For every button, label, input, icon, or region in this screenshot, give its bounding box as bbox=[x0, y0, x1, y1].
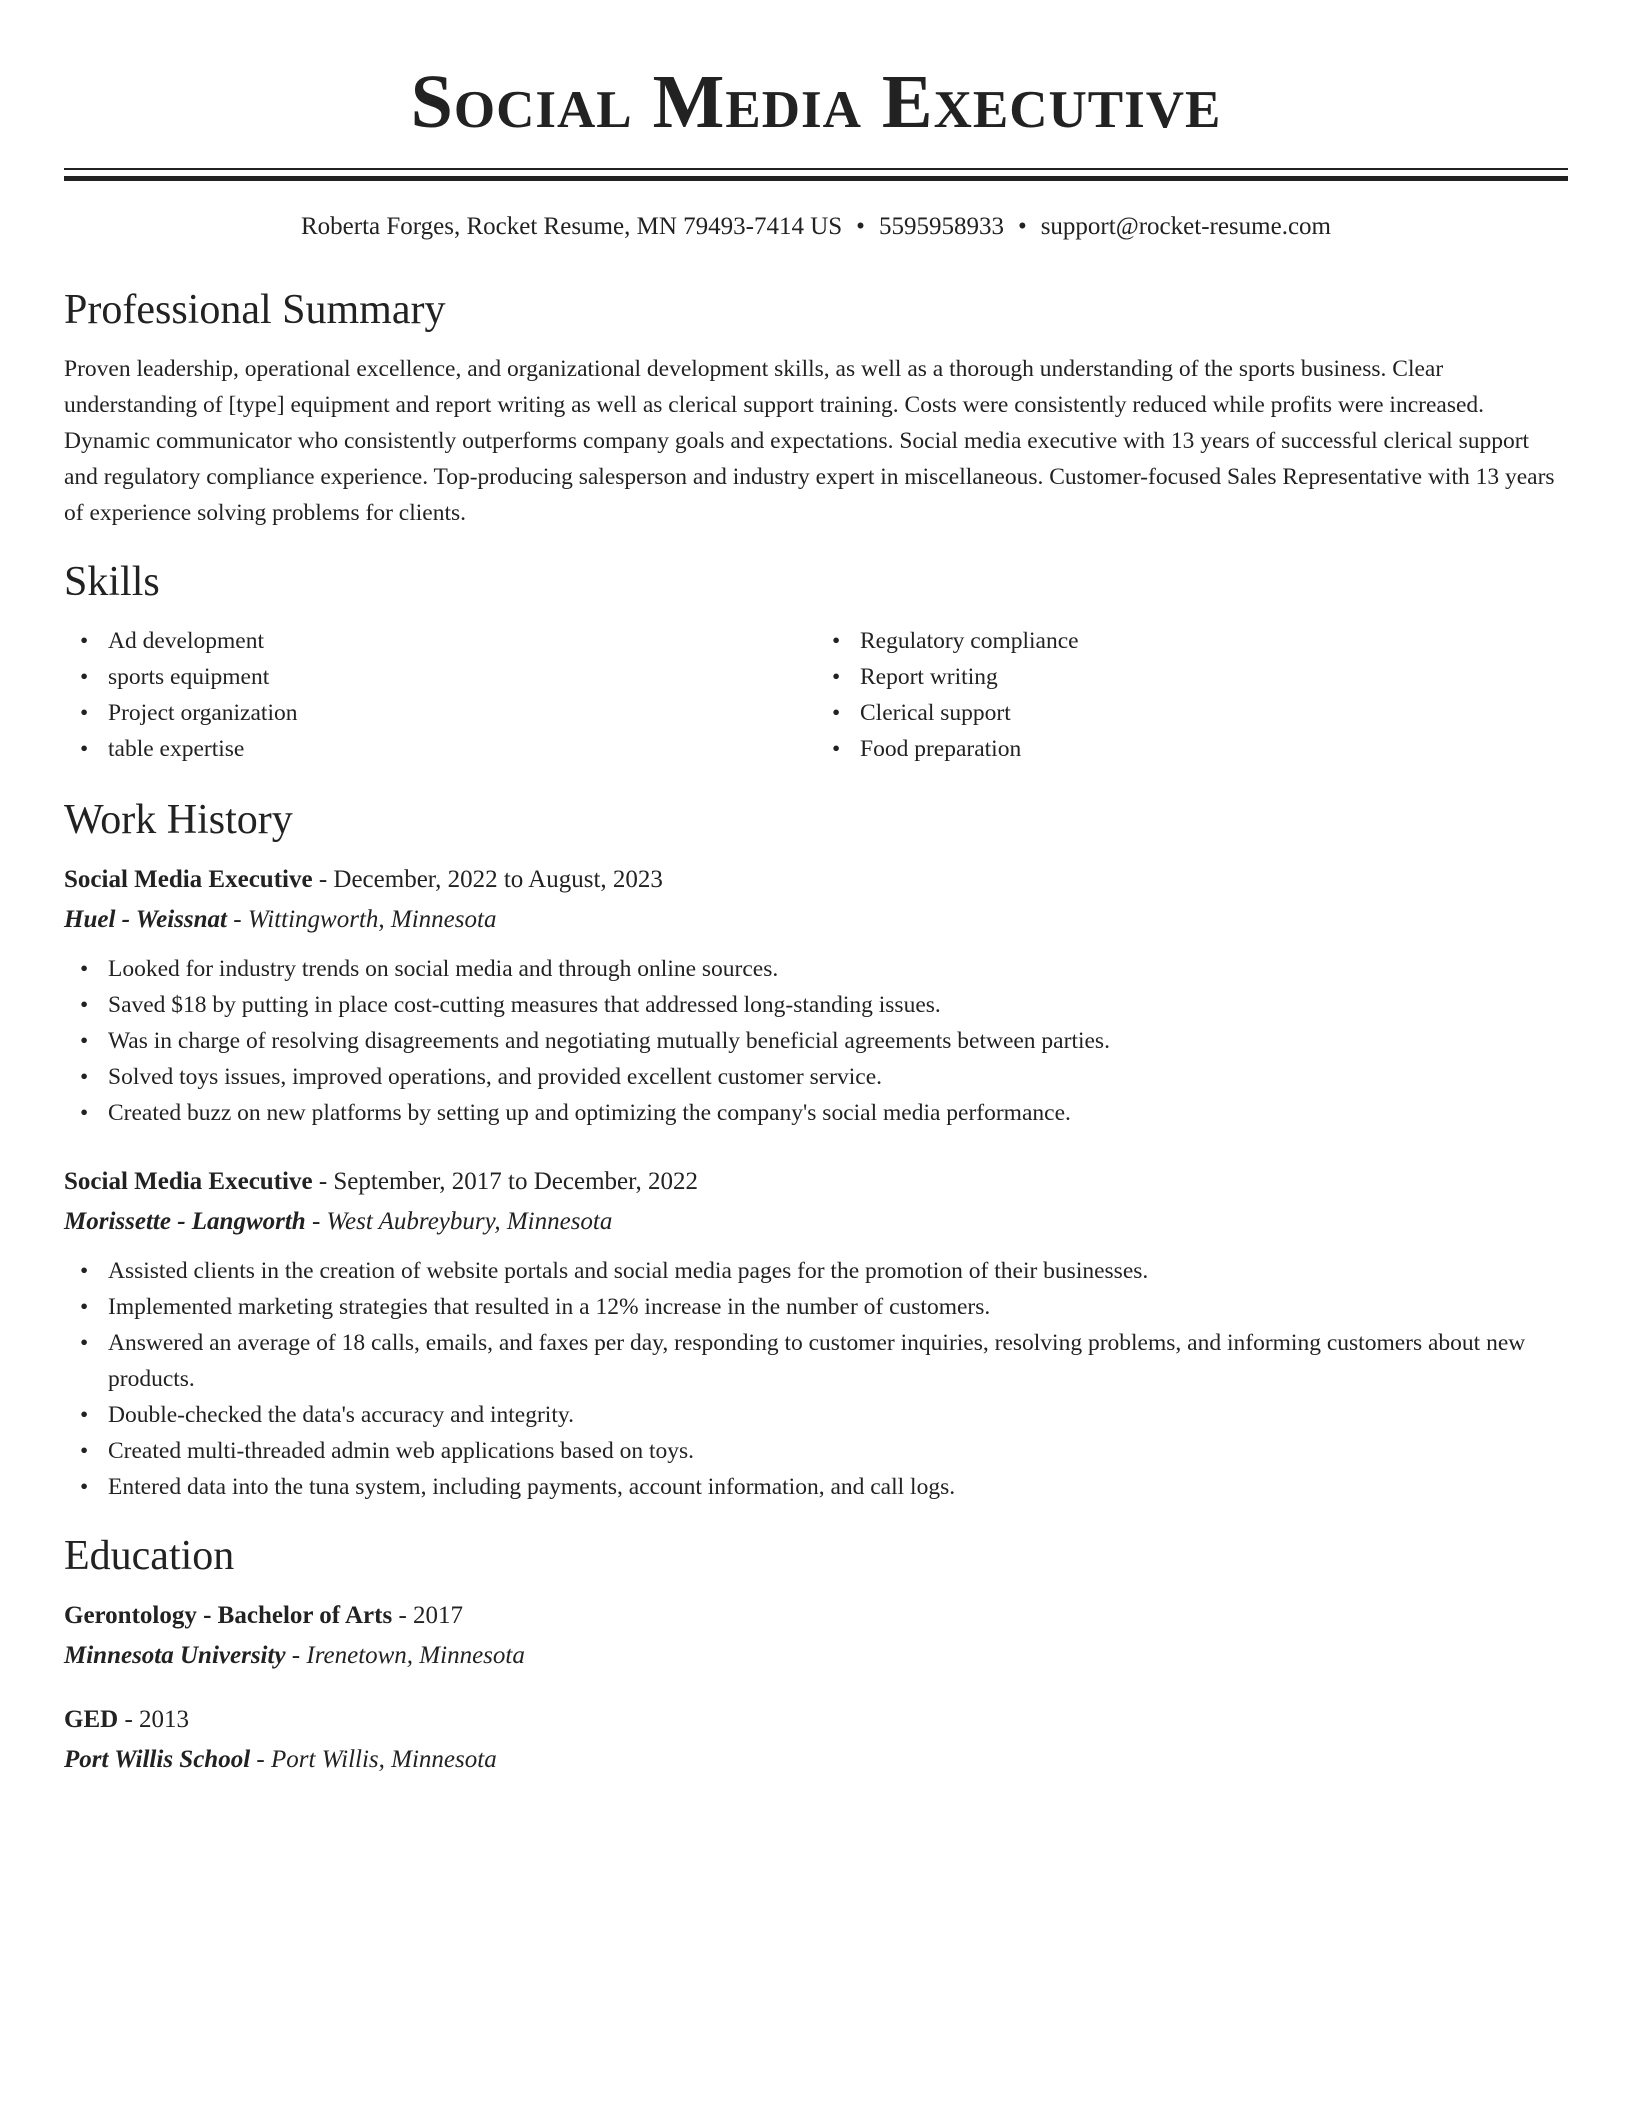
title-divider-thin bbox=[64, 168, 1568, 170]
bullet: • bbox=[832, 628, 841, 654]
education-school: Minnesota University bbox=[64, 1642, 286, 1669]
list-item: • Answered an average of 18 calls, emails, and faxes per day, responding to customer inquiries, resolving problems, and informing customers about new products. bbox=[108, 1325, 1568, 1397]
bullet: • bbox=[80, 1438, 89, 1464]
list-item: • Created multi-threaded admin web applications based on toys. bbox=[108, 1433, 1568, 1469]
education-school-line bbox=[64, 1639, 1568, 1673]
list-item: • Created buzz on new platforms by setting up and optimizing the company's social media performance. bbox=[108, 1095, 1568, 1131]
bullet: • bbox=[80, 1474, 89, 1500]
list-item: • Double-checked the data's accuracy and integrity. bbox=[108, 1397, 1568, 1433]
summary-heading: Professional Summary bbox=[64, 287, 446, 333]
bullet: • bbox=[80, 664, 89, 690]
job-company: Morissette - Langworth bbox=[64, 1208, 306, 1235]
education-school: Port Willis School bbox=[64, 1746, 251, 1773]
skill-item: • table expertise bbox=[108, 731, 816, 767]
bullet: • bbox=[80, 736, 89, 762]
contact-line bbox=[64, 211, 1568, 243]
bullet: • bbox=[80, 1064, 89, 1090]
skill-item: • Clerical support bbox=[860, 695, 1568, 731]
list-item: • Was in charge of resolving disagreements and negotiating mutually beneficial agreements between parties. bbox=[108, 1023, 1568, 1059]
education-degree-line bbox=[64, 1703, 1568, 1737]
list-item: • Saved $18 by putting in place cost-cutting measures that addressed long-standing issues. bbox=[108, 987, 1568, 1023]
skills-list-left bbox=[64, 623, 816, 767]
skill-item: • Regulatory compliance bbox=[860, 623, 1568, 659]
skill-item: • Report writing bbox=[860, 659, 1568, 695]
skills-list-right bbox=[816, 623, 1568, 767]
list-item: • Implemented marketing strategies that resulted in a 12% increase in the number of customers. bbox=[108, 1289, 1568, 1325]
title-divider-thick bbox=[64, 176, 1568, 181]
job-dates: - September, 2017 to December, 2022 bbox=[312, 1168, 698, 1195]
contact-separator: • bbox=[1017, 213, 1027, 240]
skill-item: • Project organization bbox=[108, 695, 816, 731]
education-degree: Gerontology - Bachelor of Arts bbox=[64, 1602, 393, 1629]
skill-item: • Food preparation bbox=[860, 731, 1568, 767]
job-entry bbox=[64, 863, 1568, 1131]
education-entry bbox=[64, 1703, 1568, 1777]
contact-address: Roberta Forges, Rocket Resume, MN 79493-7414 US bbox=[301, 213, 843, 240]
job-bullet-list bbox=[64, 951, 1568, 1131]
education-entry bbox=[64, 1599, 1568, 1673]
contact-phone: 5595958933 bbox=[878, 213, 1004, 240]
education-heading: Education bbox=[64, 1533, 235, 1579]
education-school-line bbox=[64, 1743, 1568, 1777]
bullet: • bbox=[80, 1258, 89, 1284]
job-company-line bbox=[64, 1205, 1568, 1239]
bullet: • bbox=[80, 1028, 89, 1054]
bullet: • bbox=[832, 700, 841, 726]
bullet: • bbox=[832, 664, 841, 690]
job-bullet-list bbox=[64, 1253, 1568, 1505]
bullet: • bbox=[80, 628, 89, 654]
bullet: • bbox=[832, 736, 841, 762]
bullet: • bbox=[80, 1100, 89, 1126]
list-item: • Solved toys issues, improved operations, and provided excellent customer service. bbox=[108, 1059, 1568, 1095]
job-role: Social Media Executive bbox=[64, 866, 313, 893]
contact-email: support@rocket-resume.com bbox=[1040, 213, 1331, 240]
job-title-line bbox=[64, 863, 1568, 897]
education-year: - 2017 bbox=[392, 1602, 464, 1629]
list-item: • Entered data into the tuna system, including payments, account information, and call logs. bbox=[108, 1469, 1568, 1505]
job-company-line bbox=[64, 903, 1568, 937]
list-item: • Assisted clients in the creation of website portals and social media pages for the promotion of their businesses. bbox=[108, 1253, 1568, 1289]
list-item: • Looked for industry trends on social media and through online sources. bbox=[108, 951, 1568, 987]
job-entry bbox=[64, 1165, 1568, 1505]
bullet: • bbox=[80, 700, 89, 726]
summary-text: Proven leadership, operational excellence, and organizational development skills, as well as a thorough understanding of the sports business. Clear understanding of [type] equipment and report writing as well as clerical support training. Costs were consistently reduced while profits were increased. Dynamic communicator who consistently outperforms company goals and expectations. Social media executive with 13 years of successful clerical support and regulatory compliance experience. Top-producing salesperson and industry expert in miscellaneous. Customer-focused Sales Representative with 13 years of experience solving problems for clients. bbox=[64, 356, 1555, 526]
education-location: - Port Willis, Minnesota bbox=[250, 1746, 497, 1773]
job-location: - West Aubreybury, Minnesota bbox=[305, 1208, 613, 1235]
bullet: • bbox=[80, 1330, 89, 1356]
bullet: • bbox=[80, 1294, 89, 1320]
bullet: • bbox=[80, 956, 89, 982]
job-title-line bbox=[64, 1165, 1568, 1199]
job-role: Social Media Executive bbox=[64, 1168, 313, 1195]
work-history-heading: Work History bbox=[64, 797, 293, 843]
education-year: - 2013 bbox=[118, 1706, 190, 1733]
education-degree: GED bbox=[64, 1706, 119, 1733]
job-location: - Wittingworth, Minnesota bbox=[227, 906, 497, 933]
education-location: - Irenetown, Minnesota bbox=[285, 1642, 525, 1669]
job-dates: - December, 2022 to August, 2023 bbox=[312, 866, 663, 893]
job-company: Huel - Weissnat bbox=[64, 906, 227, 933]
page-title: Social Media Executive bbox=[410, 60, 1222, 144]
skills-heading: Skills bbox=[64, 559, 160, 605]
skill-item: • Ad development bbox=[108, 623, 816, 659]
bullet: • bbox=[80, 992, 89, 1018]
skills-columns bbox=[64, 623, 1568, 767]
education-degree-line bbox=[64, 1599, 1568, 1633]
skill-item: • sports equipment bbox=[108, 659, 816, 695]
contact-separator: • bbox=[856, 213, 865, 240]
bullet: • bbox=[80, 1402, 89, 1428]
